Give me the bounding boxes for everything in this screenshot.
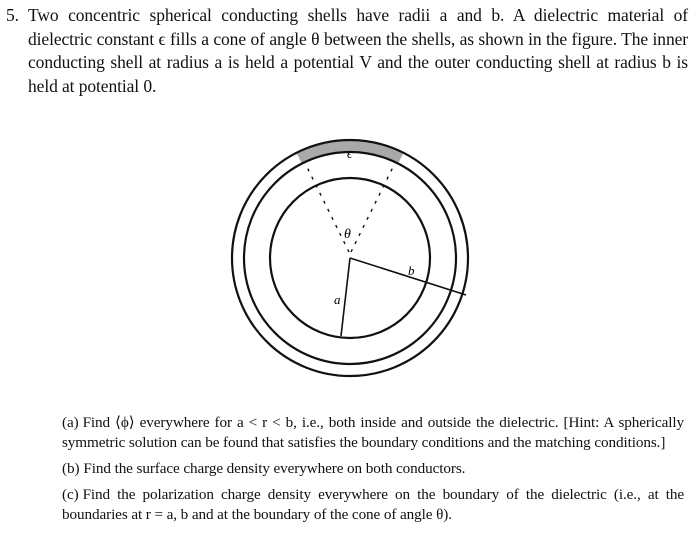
part-b-label: (b) xyxy=(62,460,80,477)
problem-number: 5. xyxy=(6,5,19,25)
problem-text: Two concentric spherical conducting shells have radii a and b. A dielectric material of dielectric constant ϵ fills a cone of angle θ between the shells, as shown in the figure. The inner conducting shell at radius a is held a potential V and the outer conducting shell at radius b is held at potential 0. xyxy=(28,5,688,96)
part-b xyxy=(62,459,684,479)
part-a-label: (a) xyxy=(62,414,79,431)
problem-statement xyxy=(6,4,688,98)
part-b-text: Find the surface charge density everywhere on both conductors. xyxy=(83,460,466,477)
figure-svg xyxy=(225,128,475,398)
part-a xyxy=(62,413,684,453)
epsilon-label: ϵ xyxy=(347,146,353,161)
question-parts xyxy=(62,413,684,531)
part-c-label: (c) xyxy=(62,486,79,503)
concentric-shells-figure xyxy=(225,128,475,398)
a-label: a xyxy=(334,292,341,307)
theta-label: θ xyxy=(344,227,351,242)
part-c-text: Find the polarization charge density everywhere on the boundary of the dielectric (i.e., at the boundaries at r = a, b and at the boundary of the cone of angle θ). xyxy=(62,486,684,523)
part-c xyxy=(62,485,684,525)
b-label: b xyxy=(408,263,415,278)
part-a-text: Find ⟨ϕ⟩ everywhere for a < r < b, i.e., both inside and outside the dielectric. [Hint: A spherically symmetric solution can be found that satisfies the boundary conditions and the matching conditions.] xyxy=(62,414,684,451)
